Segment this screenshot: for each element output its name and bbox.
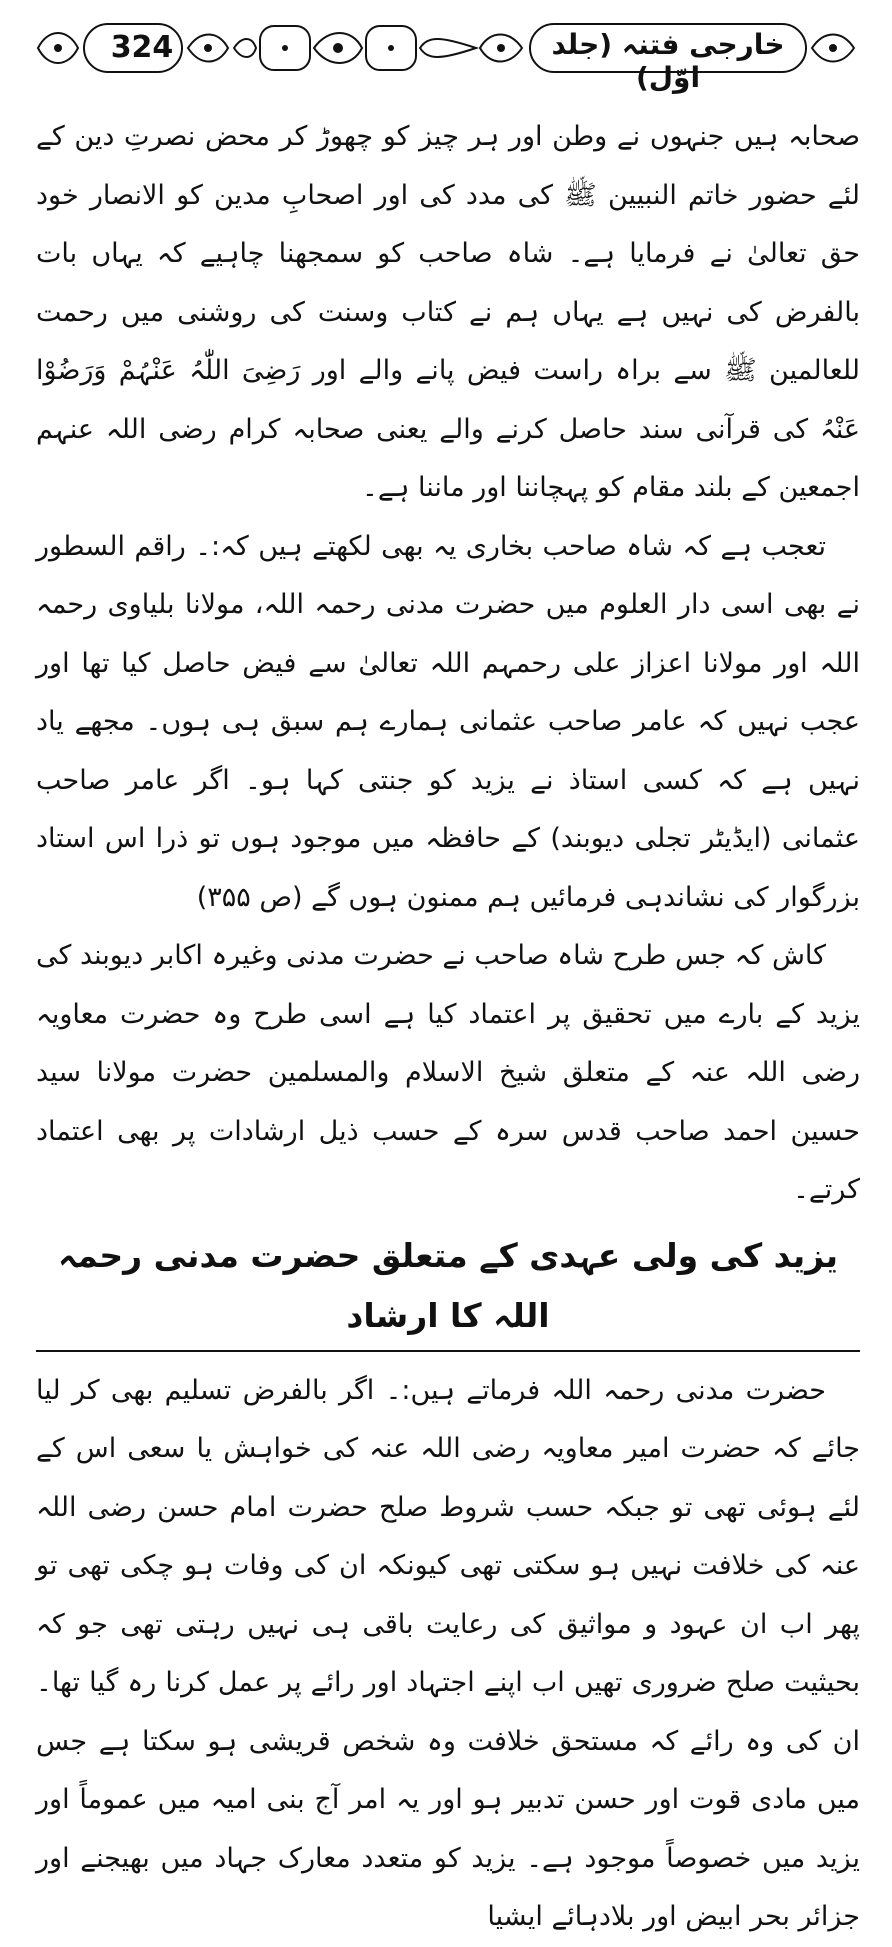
page-header xyxy=(28,18,868,94)
book-title: خارجی فتنہ (جلد اوّل) xyxy=(551,28,785,94)
paragraph-3: کاش کہ جس طرح شاہ صاحب نے حضرت مدنی وغیرہ اکابر دیوبند کی یزید کے بارے میں تحقیق پر اعتماد کیا ہے اسی طرح وہ حضرت معاویہ رضی اللہ عنہ کے متعلق شیخ الاسلام والمسلمین حضرت مولانا سید حسین احمد صاحب قدس سرہ کے حسب ذیل ارشادات پر بھی اعتماد کرتے۔ xyxy=(36,940,860,1205)
section-heading: یزید کی ولی عہدی کے متعلق حضرت مدنی رحمہ اللہ کا ارشاد xyxy=(36,1226,860,1352)
paragraph-1: صحابہ ہیں جنہوں نے وطن اور ہر چیز کو چھوڑ کر محض نصرتِ دین کے لئے حضور خاتم النبیین ﷺ کی مدد کی اور اصحابِ مدین کو الانصار خود حق تعالیٰ نے فرمایا ہے۔ شاہ صاحب کو سمجھنا چاہیے کہ یہاں بات بالفرض کی نہیں ہے یہاں ہم نے کتاب وسنت کی روشنی میں رحمت للعالمین ﷺ سے براہ راست فیض پانے والے اور رَضِیَ اللّٰہُ عَنْہُمْ وَرَضُوْا عَنْہُ کی قرآنی سند حاصل کرنے والے یعنی صحابہ کرام رضی اللہ عنہم اجمعین کے بلند مقام کو پہچاننا اور ماننا ہے۔ xyxy=(36,121,860,503)
page-number: 324 xyxy=(110,30,174,65)
page-body xyxy=(36,108,860,1947)
paragraph-4: حضرت مدنی رحمہ اللہ فرماتے ہیں:۔ اگر بالفرض تسلیم بھی کر لیا جائے کہ حضرت امیر معاویہ رضی اللہ عنہ کی خواہش یا سعی اس کے لئے ہوئی تھی تو جبکہ حسب شروط صلح حضرت امام حسن رضی اللہ عنہ کی خلافت نہیں ہو سکتی تھی کیونکہ ان کی وفات ہو چکی تھی تو پھر اب ان عہود و مواثیق کی رعایت باقی ہی نہیں رہتی تھی جو کہ بحیثیت صلح ضروری تھیں اب اپنے اجتہاد اور رائے پر عمل کرنا رہ گیا تھا۔ ان کی وہ رائے کہ مستحق خلافت وہ شخص قریشی ہو سکتا ہے جس میں مادی قوت اور حسن تدبیر ہو اور یہ امر آج بنی امیہ میں عموماً اور یزید میں خصوصاً موجود ہے۔ یزید کو متعدد معارک جہاد میں بھیجنے اور جزائر بحر ابیض اور بلادہائے ایشیا xyxy=(36,1374,860,1932)
paragraph-2: تعجب ہے کہ شاہ صاحب بخاری یہ بھی لکھتے ہیں کہ:۔ راقم السطور نے بھی اسی دار العلوم میں حضرت مدنی رحمہ اللہ، مولانا بلیاوی رحمہ اللہ اور مولانا اعزاز علی رحمہم اللہ تعالیٰ سے فیض حاصل کیا تھا اور عجب نہیں کہ عامر صاحب عثمانی ہمارے ہم سبق ہی ہوں۔ مجھے یاد نہیں ہے کہ کسی استاذ نے یزید کو جنتی کہا ہو۔ اگر عامر صاحب عثمانی (ایڈیٹر تجلی دیوبند) کے حافظہ میں موجود ہوں تو ذرا اس استاد بزرگوار کی نشاندہی فرمائیں ہم ممنون ہوں گے (ص ۳۵۵) xyxy=(36,530,860,913)
